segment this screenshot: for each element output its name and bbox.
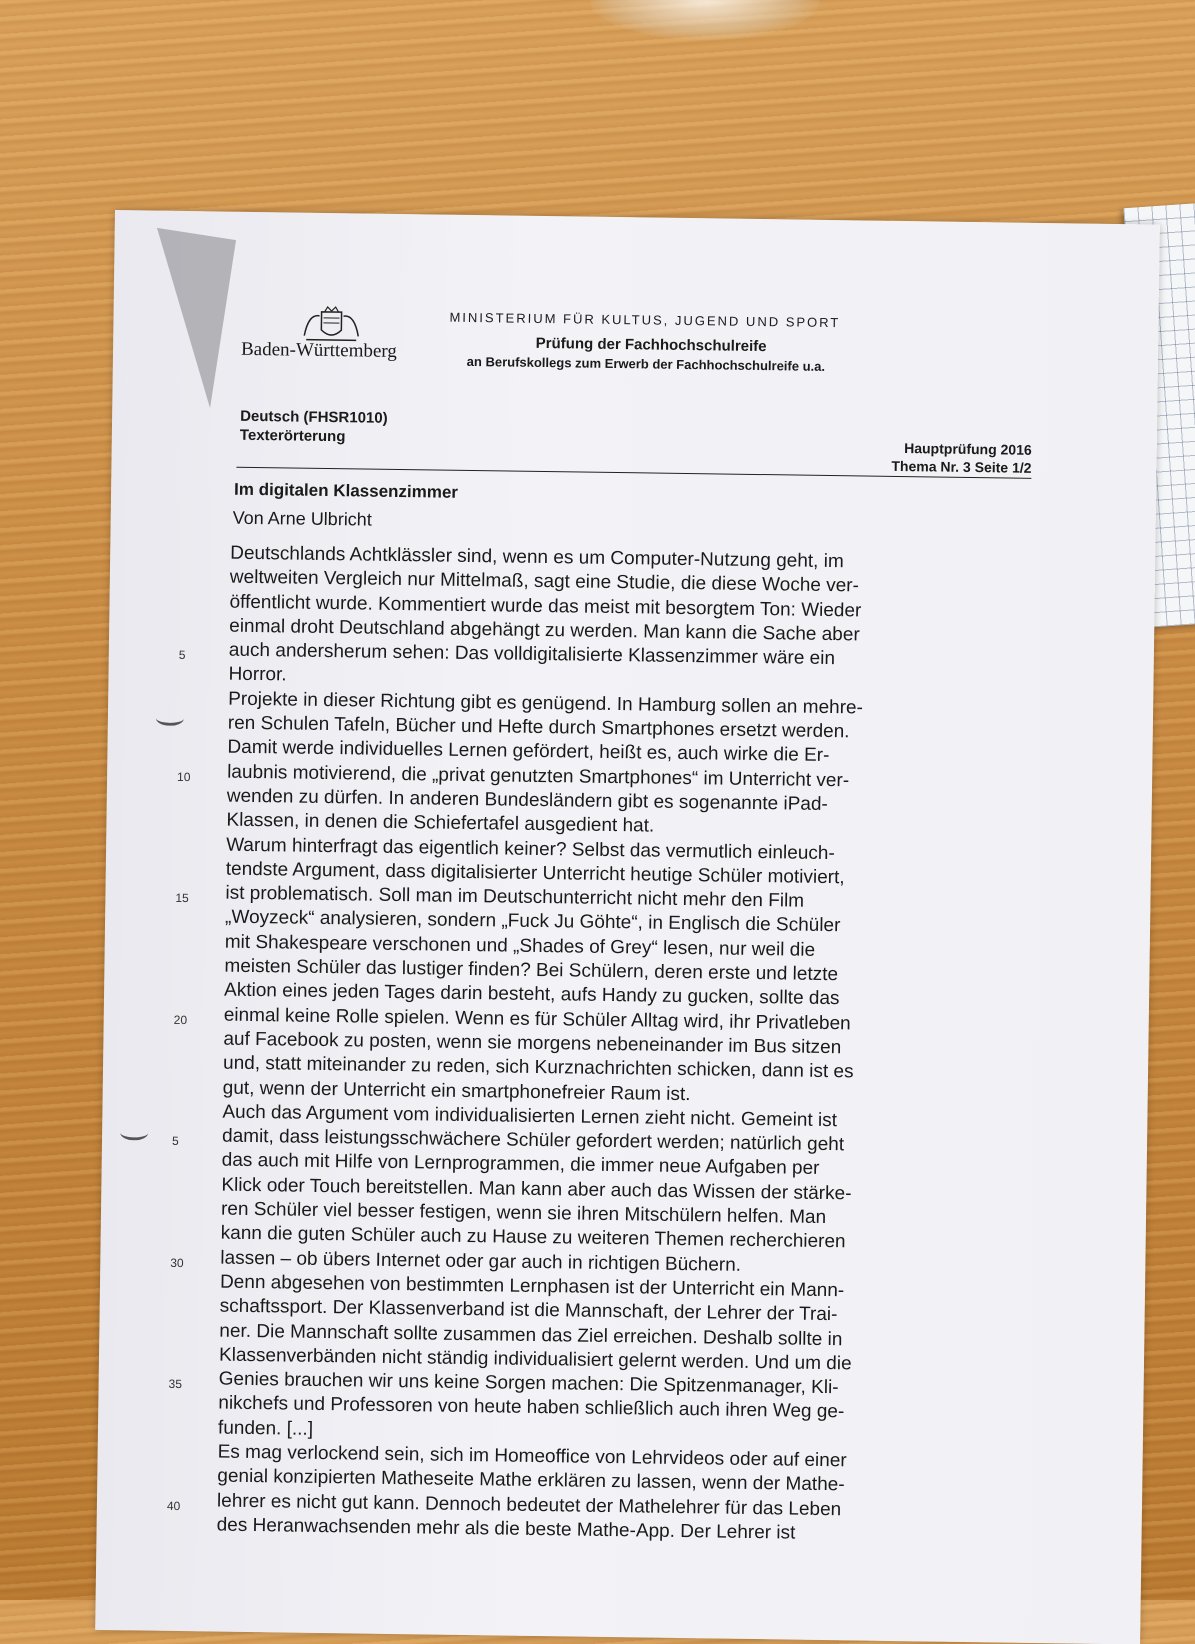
- state-name: Baden-Württemberg: [240, 338, 398, 362]
- line-text: Horror.: [228, 664, 287, 686]
- line-text: Warum hinterfragt das eigentlich keiner? Selbst das vermutlich einleuch-: [226, 834, 835, 864]
- line-text: Es mag verlockend sein, sich im Homeoffice von Lehrvideos oder auf einer: [217, 1441, 847, 1472]
- line-number: [173, 1056, 213, 1057]
- line-number: [176, 837, 216, 838]
- line-number: [168, 1421, 208, 1422]
- line-number: [171, 1178, 211, 1179]
- line-number: [176, 862, 216, 863]
- line-number: [180, 570, 220, 571]
- line-text: Genies brauchen wir uns keine Sorgen machen: Die Spitzenmanager, Kli-: [218, 1368, 839, 1399]
- article-title: Im digitalen Klassenzimmer: [233, 479, 459, 502]
- line-number: 15: [175, 891, 189, 906]
- line-text: Klassen, in denen die Schiefertafel ausgedient hat.: [226, 809, 655, 837]
- line-text: nikchefs und Professoren von heute haben schließlich auch ihren Weg ge-: [218, 1392, 845, 1423]
- line-text: mit Shakespeare verschonen und „Shades of Grey“ lesen, nur weil die: [224, 931, 816, 961]
- line-text: auf Facebook zu posten, wenn sie morgens nebeneinander im Bus sitzen: [223, 1028, 842, 1059]
- line-number: [175, 935, 215, 936]
- line-number: [168, 1445, 208, 1446]
- exam-title: Prüfung der Fachhochschulreife: [535, 334, 767, 356]
- line-text: schaftssport. Der Klassenverband ist die Mannschaft, der Lehrer der Trai-: [219, 1295, 838, 1326]
- line-number: 30: [170, 1255, 184, 1270]
- line-number: [169, 1323, 209, 1324]
- line-number: 20: [173, 1012, 188, 1027]
- line-text: Aktion eines jeden Tages darin besteht, aufs Handy zu gucken, sollte das: [223, 979, 840, 1010]
- line-number: [180, 546, 220, 547]
- line-number: [167, 1518, 207, 1519]
- subject-code: Deutsch (FHSR1010): [240, 407, 388, 427]
- line-text: genial konzipierten Matheseite Mathe erklären zu lassen, wenn der Mathe-: [217, 1465, 845, 1496]
- punch-hole-mark: [156, 711, 184, 726]
- line-number: [171, 1202, 211, 1203]
- exam-sheet: [95, 210, 1160, 1644]
- line-text: meisten Schüler das lustiger finden? Bei Schülern, deren erste und letzte: [224, 955, 839, 986]
- line-text: Projekte in dieser Richtung gibt es genügend. In Hamburg sollen an mehre-: [228, 688, 864, 719]
- punch-hole-mark: [120, 1125, 148, 1140]
- exam-subtitle: an Berufskollegs zum Erwerb der Fachhochschulreife u.a.: [466, 353, 826, 374]
- line-text: gut, wenn der Unterricht ein smartphonefreier Raum ist.: [222, 1077, 691, 1105]
- line-text: das auch mit Hilfe von Lernprogrammen, die immer neue Aufgaben per: [221, 1150, 820, 1180]
- line-text: ner. Die Mannschaft sollte zusammen das Ziel erreichen. Deshalb sollte in: [219, 1320, 843, 1350]
- ministry-name: MINISTERIUM FÜR KULTUS, JUGEND UND SPORT: [449, 309, 841, 331]
- line-text: „Woyzeck“ analysieren, sondern „Fuck Ju Göhte“, in Englisch die Schüler: [224, 907, 841, 937]
- article-body: [166, 541, 864, 1547]
- letterhead: [241, 297, 1022, 398]
- line-number: 5: [171, 1134, 179, 1149]
- line-text: lassen – ob übers Internet oder gar auch in richtigen Büchern.: [220, 1247, 742, 1276]
- line-text: Klassenverbänden nicht ständig individualisiert gelernt werden. Und um die: [218, 1344, 852, 1375]
- line-text: lehrer es nicht gut kann. Dennoch bedeutet der Mathelehrer für das Leben: [216, 1490, 842, 1520]
- line-text: Denn abgesehen von bestimmten Lernphasen ist der Unterricht ein Mann-: [219, 1271, 845, 1302]
- glass-object: [590, 0, 820, 40]
- line-text: ist problematisch. Soll man im Deutschunterricht nicht mehr den Film: [225, 882, 805, 912]
- line-text: damit, dass leistungsschwächere Schüler gefordert werden; natürlich geht: [221, 1125, 845, 1156]
- line-text: ren Schulen Tafeln, Bücher und Hefte durch Smartphones ersetzt werden.: [227, 712, 850, 743]
- line-number: [173, 1105, 213, 1106]
- line-number: [171, 1226, 211, 1227]
- line-text: des Heranwachsenden mehr als die beste Mathe-App. Der Lehrer ist: [216, 1514, 796, 1544]
- line-number: [169, 1348, 209, 1349]
- line-text: laubnis motivierend, die „privat genutzten Smartphones“ im Unterricht ver-: [227, 761, 850, 791]
- subject-block: [240, 407, 388, 447]
- line-number: [177, 813, 217, 814]
- line-number: [177, 789, 217, 790]
- line-text: Deutschlands Achtklässler sind, wenn es um Computer-Nutzung geht, im: [230, 542, 844, 573]
- line-number: 35: [168, 1376, 183, 1392]
- folded-corner: [131, 228, 236, 408]
- line-number: [172, 1153, 212, 1154]
- line-number: [179, 667, 219, 668]
- line-number: [174, 1032, 214, 1033]
- subject-type: Texterörterung: [239, 426, 346, 446]
- exam-year: Hauptprüfung 2016: [904, 440, 1032, 458]
- line-number: 5: [178, 648, 186, 663]
- line-text: weltweiten Vergleich nur Mittelmaß, sagt eine Studie, die diese Woche ver-: [229, 566, 860, 597]
- line-number: [180, 595, 220, 596]
- line-number: [175, 910, 215, 911]
- line-text: auch andersherum sehen: Das volldigitalisierte Klassenzimmer wäre ein: [228, 639, 836, 670]
- article-author: Von Arne Ulbricht: [232, 507, 372, 530]
- line-number: [179, 619, 219, 620]
- line-text: öffentlicht wurde. Kommentiert wurde das meist mit besorgtem Ton: Wieder: [229, 591, 862, 622]
- topic-page: Thema Nr. 3 Seite 1/2: [891, 457, 1032, 476]
- line-text: Damit werde individuelles Lernen gefördert, heißt es, auch wirke die Er-: [227, 736, 830, 767]
- line-text: Auch das Argument vom individualisierten Lernen zieht nicht. Gemeint ist: [222, 1101, 838, 1131]
- line-text: ren Schüler viel besser festigen, wenn sie ihren Mitschülern helfen. Man: [220, 1198, 827, 1229]
- line-text: und, statt miteinander zu reden, sich Kurznachrichten schicken, dann ist es: [222, 1052, 854, 1083]
- line-text: Klick oder Touch bereitstellen. Man kann aber auch das Wissen der stärke-: [221, 1174, 852, 1205]
- line-number: [175, 959, 215, 960]
- line-text: tendste Argument, dass digitalisierter Unterricht heutige Schüler motiviert,: [225, 858, 845, 889]
- line-number: [170, 1275, 210, 1276]
- exam-info: [891, 439, 1032, 477]
- line-text: wenden zu dürfen. In anderen Bundesländern gibt es sogenannte iPad-: [226, 785, 828, 815]
- line-number: [168, 1396, 208, 1397]
- line-number: [167, 1469, 207, 1470]
- line-number: [178, 692, 218, 693]
- line-number: [174, 983, 214, 984]
- line-number: [178, 740, 218, 741]
- line-text: funden. [...]: [217, 1417, 314, 1440]
- line-text: einmal droht Deutschland abgehängt zu werden. Man kann die Sache aber: [229, 615, 860, 646]
- line-number: [170, 1299, 210, 1300]
- line-number: 10: [176, 769, 191, 784]
- line-text: einmal keine Rolle spielen. Wenn es für Schüler Alltag wird, ihr Privatleben: [223, 1004, 851, 1034]
- line-number: [173, 1080, 213, 1081]
- line-text: kann die guten Schüler auch zu Hause zu weiteren Themen recherchieren: [220, 1222, 846, 1253]
- line-number: [178, 716, 218, 717]
- line-number: 40: [166, 1498, 181, 1513]
